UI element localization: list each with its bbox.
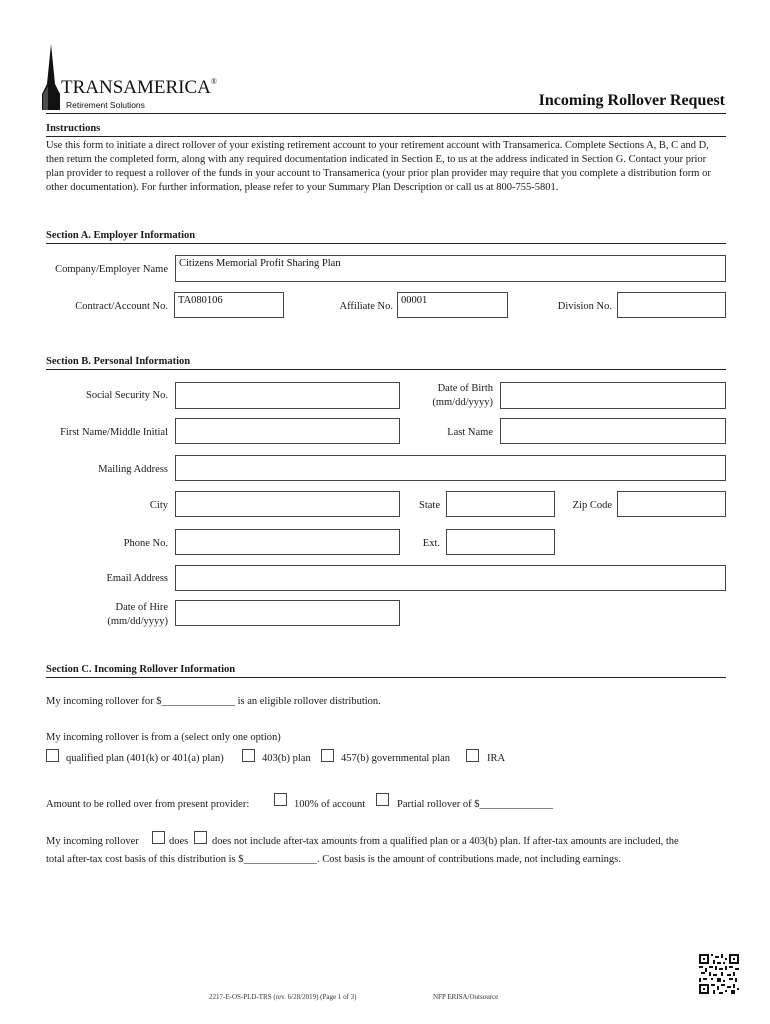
- ext-field[interactable]: [446, 529, 555, 555]
- first-name-label: First Name/Middle Initial: [60, 427, 168, 438]
- does-include-checkbox[interactable]: [152, 831, 165, 844]
- aftertax-prefix: My incoming rollover: [46, 836, 139, 847]
- state-field[interactable]: [446, 491, 555, 517]
- ext-label: Ext.: [422, 538, 440, 549]
- brand-name: TRANSAMERICA: [61, 77, 211, 98]
- instructions-heading: Instructions: [46, 123, 101, 134]
- state-label: State: [419, 500, 440, 511]
- 403b-plan-label: 403(b) plan: [262, 753, 311, 764]
- zip-label: Zip Code: [572, 500, 612, 511]
- qualified-plan-checkbox[interactable]: [46, 749, 59, 762]
- hire-date-format-label: (mm/dd/yyyy): [107, 616, 168, 627]
- 403b-plan-checkbox[interactable]: [242, 749, 255, 762]
- zip-field[interactable]: [617, 491, 726, 517]
- full-account-checkbox[interactable]: [274, 793, 287, 806]
- qr-code-icon: [699, 954, 739, 994]
- division-number-field[interactable]: [617, 292, 726, 318]
- instructions-rule: [46, 136, 726, 137]
- company-label: Company/Employer Name: [55, 264, 168, 275]
- contract-number-field[interactable]: TA080106: [174, 292, 284, 318]
- email-label: Email Address: [106, 573, 168, 584]
- affiliate-label: Affiliate No.: [339, 301, 393, 312]
- dob-label: Date of Birth: [437, 383, 493, 394]
- logo: [40, 44, 217, 112]
- partial-rollover-checkbox[interactable]: [376, 793, 389, 806]
- does-label: does: [169, 836, 189, 847]
- ssn-field[interactable]: [175, 382, 400, 409]
- amount-prompt: Amount to be rolled over from present provider:: [46, 799, 250, 810]
- brand-registered: ®: [210, 77, 217, 86]
- dob-field[interactable]: [500, 382, 726, 409]
- footer-form-id: 2217-E-OS-PLD-TRS (rev. 6/28/2019) (Page 1 of 3): [209, 993, 357, 1001]
- does-not-include-checkbox[interactable]: [194, 831, 207, 844]
- phone-label: Phone No.: [123, 538, 168, 549]
- section-c-heading: Section C. Incoming Rollover Information: [46, 664, 236, 675]
- last-name-label: Last Name: [447, 427, 493, 438]
- dob-format-label: (mm/dd/yyyy): [432, 397, 493, 408]
- hire-date-field[interactable]: [175, 600, 400, 626]
- aftertax-statement: does not include after-tax amounts from a qualified plan or a 403(b) plan. If after-tax amounts are included, the: [212, 836, 679, 847]
- instructions-body: Use this form to initiate a direct rollover of your existing retirement account to your retirement account with Transamerica. Complete Sections A, B, C and D, then return the completed form, along with any required documentation indicated in Section E, to us at the address indicated in Section G. Contact your prior plan provider to request a rollover of the funds in your account to Transamerica (your prior plan provider may require that you complete a distribution form or other documentation). For further information, please refer to your Summary Plan Description or call us at 800-755-5801.: [46, 140, 711, 193]
- last-name-field[interactable]: [500, 418, 726, 444]
- division-label: Division No.: [557, 301, 612, 312]
- ira-label: IRA: [487, 753, 506, 764]
- aftertax-basis-statement: total after-tax cost basis of this distribution is $______________. Cost basis is the amount of contributions made, not including earnings.: [46, 854, 621, 865]
- contract-label: Contract/Account No.: [75, 301, 168, 312]
- mailing-address-label: Mailing Address: [98, 464, 168, 475]
- full-account-label: 100% of account: [294, 799, 366, 810]
- section-b-rule: [46, 369, 726, 370]
- 457b-plan-checkbox[interactable]: [321, 749, 334, 762]
- ira-checkbox[interactable]: [466, 749, 479, 762]
- 457b-plan-label: 457(b) governmental plan: [341, 753, 451, 764]
- qualified-plan-label: qualified plan (401(k) or 401(a) plan): [66, 753, 224, 764]
- title-rule: [46, 113, 726, 114]
- rollover-source-prompt: My incoming rollover is from a (select only one option): [46, 732, 281, 743]
- transamerica-pyramid-icon: [40, 44, 62, 110]
- email-field[interactable]: [175, 565, 726, 591]
- brand-subtitle: Retirement Solutions: [66, 100, 145, 110]
- phone-field[interactable]: [175, 529, 400, 555]
- section-c-rule: [46, 677, 726, 678]
- rollover-amount-statement: My incoming rollover for $______________ is an eligible rollover distribution.: [46, 696, 381, 707]
- city-field[interactable]: [175, 491, 400, 517]
- section-b-heading: Section B. Personal Information: [46, 356, 191, 367]
- footer-code: NFP ERISA/Outsource: [433, 993, 499, 1001]
- company-name-field[interactable]: Citizens Memorial Profit Sharing Plan: [175, 255, 726, 282]
- form-title: Incoming Rollover Request: [538, 92, 725, 109]
- section-a-heading: Section A. Employer Information: [46, 230, 196, 241]
- ssn-label: Social Security No.: [86, 390, 168, 401]
- affiliate-number-field[interactable]: 00001: [397, 292, 508, 318]
- mailing-address-field[interactable]: [175, 455, 726, 481]
- partial-rollover-label: Partial rollover of $______________: [397, 799, 554, 810]
- section-a-rule: [46, 243, 726, 244]
- hire-date-label: Date of Hire: [115, 602, 168, 613]
- first-name-field[interactable]: [175, 418, 400, 444]
- city-label: City: [149, 500, 168, 511]
